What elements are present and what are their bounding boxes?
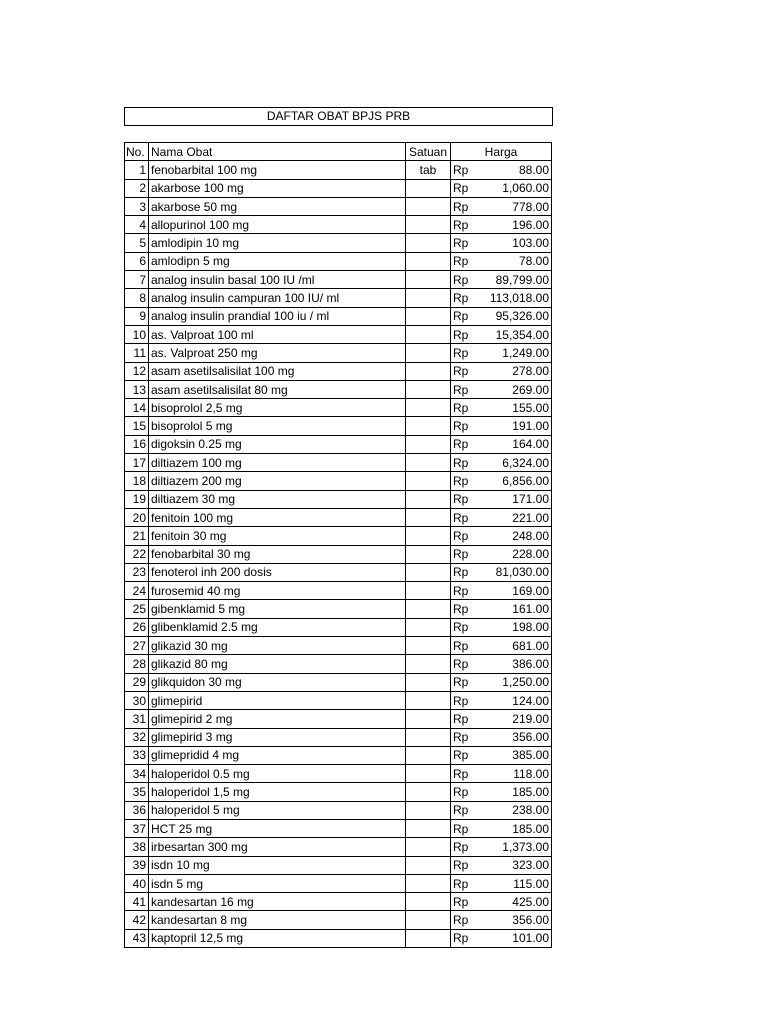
currency-cell: Rp: [451, 435, 477, 453]
table-row: [125, 911, 552, 929]
currency-cell: Rp: [451, 216, 477, 234]
table-row: [125, 435, 552, 453]
table-row: [125, 399, 552, 417]
table-row: [125, 582, 552, 600]
row-number: 6: [125, 252, 149, 270]
price-cell: 185.00: [477, 819, 552, 837]
drug-name: bisoprolol 5 mg: [149, 417, 406, 435]
price-cell: 425.00: [477, 893, 552, 911]
table-row: [125, 929, 552, 947]
drug-name: analog insulin campuran 100 IU/ ml: [149, 289, 406, 307]
table-row: [125, 508, 552, 526]
row-number: 17: [125, 454, 149, 472]
drug-name: haloperidol 1,5 mg: [149, 783, 406, 801]
drug-name: as. Valproat 100 ml: [149, 325, 406, 343]
table-row: [125, 856, 552, 874]
row-number: 9: [125, 307, 149, 325]
drug-name: fenobarbital 30 mg: [149, 545, 406, 563]
row-number: 19: [125, 490, 149, 508]
row-number: 25: [125, 600, 149, 618]
currency-cell: Rp: [451, 600, 477, 618]
drug-name: analog insulin basal 100 IU /ml: [149, 271, 406, 289]
currency-cell: Rp: [451, 545, 477, 563]
drug-name: fenoterol inh 200 dosis: [149, 563, 406, 581]
sheet-title: DAFTAR OBAT BPJS PRB: [124, 107, 553, 126]
unit-cell: [406, 783, 451, 801]
unit-cell: [406, 271, 451, 289]
row-number: 14: [125, 399, 149, 417]
unit-cell: [406, 380, 451, 398]
price-cell: 103.00: [477, 234, 552, 252]
unit-cell: [406, 600, 451, 618]
currency-cell: Rp: [451, 325, 477, 343]
table-row: [125, 234, 552, 252]
table-body: [125, 161, 552, 948]
table-header-row: [125, 143, 552, 161]
row-number: 10: [125, 325, 149, 343]
table-row: [125, 728, 552, 746]
price-cell: 248.00: [477, 527, 552, 545]
currency-cell: Rp: [451, 746, 477, 764]
table-row: [125, 490, 552, 508]
currency-cell: Rp: [451, 563, 477, 581]
drug-name: gibenklamid 5 mg: [149, 600, 406, 618]
table-row: [125, 380, 552, 398]
price-cell: 161.00: [477, 600, 552, 618]
row-number: 21: [125, 527, 149, 545]
price-cell: 238.00: [477, 801, 552, 819]
currency-cell: Rp: [451, 527, 477, 545]
drug-name: asam asetilsalisilat 80 mg: [149, 380, 406, 398]
currency-cell: Rp: [451, 618, 477, 636]
unit-cell: [406, 362, 451, 380]
table-row: [125, 893, 552, 911]
unit-cell: [406, 838, 451, 856]
price-cell: 278.00: [477, 362, 552, 380]
row-number: 13: [125, 380, 149, 398]
drug-name: haloperidol 5 mg: [149, 801, 406, 819]
table-row: [125, 454, 552, 472]
unit-cell: [406, 234, 451, 252]
table-row: [125, 673, 552, 691]
unit-cell: [406, 856, 451, 874]
price-cell: 356.00: [477, 728, 552, 746]
table-row: [125, 307, 552, 325]
table-row: [125, 710, 552, 728]
drug-name: bisoprolol 2,5 mg: [149, 399, 406, 417]
currency-cell: Rp: [451, 856, 477, 874]
price-cell: 88.00: [477, 161, 552, 179]
drug-name: glikazid 80 mg: [149, 655, 406, 673]
price-cell: 169.00: [477, 582, 552, 600]
row-number: 41: [125, 893, 149, 911]
row-number: 4: [125, 216, 149, 234]
unit-cell: [406, 582, 451, 600]
price-cell: 191.00: [477, 417, 552, 435]
drug-name: kaptopril 12,5 mg: [149, 929, 406, 947]
currency-cell: Rp: [451, 929, 477, 947]
currency-cell: Rp: [451, 362, 477, 380]
row-number: 27: [125, 637, 149, 655]
drug-name: glimepridid 4 mg: [149, 746, 406, 764]
table-row: [125, 325, 552, 343]
currency-cell: Rp: [451, 234, 477, 252]
drug-name: akarbose 100 mg: [149, 179, 406, 197]
unit-cell: [406, 490, 451, 508]
row-number: 33: [125, 746, 149, 764]
row-number: 15: [125, 417, 149, 435]
currency-cell: Rp: [451, 197, 477, 215]
drug-name: akarbose 50 mg: [149, 197, 406, 215]
row-number: 22: [125, 545, 149, 563]
price-cell: 681.00: [477, 637, 552, 655]
currency-cell: Rp: [451, 454, 477, 472]
price-cell: 269.00: [477, 380, 552, 398]
unit-cell: [406, 637, 451, 655]
header-price: Harga: [451, 143, 552, 161]
price-cell: 778.00: [477, 197, 552, 215]
row-number: 36: [125, 801, 149, 819]
unit-cell: [406, 673, 451, 691]
unit-cell: [406, 765, 451, 783]
currency-cell: Rp: [451, 691, 477, 709]
currency-cell: Rp: [451, 801, 477, 819]
drug-name: digoksin 0.25 mg: [149, 435, 406, 453]
row-number: 43: [125, 929, 149, 947]
currency-cell: Rp: [451, 490, 477, 508]
drug-name: amlodipin 10 mg: [149, 234, 406, 252]
row-number: 31: [125, 710, 149, 728]
currency-cell: Rp: [451, 582, 477, 600]
price-cell: 124.00: [477, 691, 552, 709]
currency-cell: Rp: [451, 637, 477, 655]
unit-cell: [406, 691, 451, 709]
drug-name: glimepirid: [149, 691, 406, 709]
table-row: [125, 472, 552, 490]
table-row: [125, 179, 552, 197]
row-number: 1: [125, 161, 149, 179]
price-cell: 78.00: [477, 252, 552, 270]
currency-cell: Rp: [451, 819, 477, 837]
header-no: No.: [125, 143, 149, 161]
header-name: Nama Obat: [149, 143, 406, 161]
unit-cell: [406, 307, 451, 325]
drug-name: diltiazem 30 mg: [149, 490, 406, 508]
unit-cell: [406, 344, 451, 362]
row-number: 30: [125, 691, 149, 709]
row-number: 8: [125, 289, 149, 307]
price-cell: 95,326.00: [477, 307, 552, 325]
drug-name: irbesartan 300 mg: [149, 838, 406, 856]
row-number: 12: [125, 362, 149, 380]
unit-cell: [406, 289, 451, 307]
row-number: 37: [125, 819, 149, 837]
drug-name: amlodipn 5 mg: [149, 252, 406, 270]
currency-cell: Rp: [451, 893, 477, 911]
currency-cell: Rp: [451, 508, 477, 526]
price-cell: 221.00: [477, 508, 552, 526]
unit-cell: [406, 197, 451, 215]
drug-name: as. Valproat 250 mg: [149, 344, 406, 362]
unit-cell: [406, 435, 451, 453]
price-cell: 118.00: [477, 765, 552, 783]
currency-cell: Rp: [451, 289, 477, 307]
drug-name: fenitoin 30 mg: [149, 527, 406, 545]
drug-name: analog insulin prandial 100 iu / ml: [149, 307, 406, 325]
table-row: [125, 838, 552, 856]
table-row: [125, 271, 552, 289]
currency-cell: Rp: [451, 911, 477, 929]
unit-cell: [406, 819, 451, 837]
unit-cell: [406, 746, 451, 764]
price-cell: 356.00: [477, 911, 552, 929]
currency-cell: Rp: [451, 252, 477, 270]
row-number: 32: [125, 728, 149, 746]
row-number: 40: [125, 874, 149, 892]
currency-cell: Rp: [451, 765, 477, 783]
price-cell: 219.00: [477, 710, 552, 728]
price-cell: 323.00: [477, 856, 552, 874]
price-cell: 185.00: [477, 783, 552, 801]
price-cell: 228.00: [477, 545, 552, 563]
drug-name: asam asetilsalisilat 100 mg: [149, 362, 406, 380]
table-row: [125, 216, 552, 234]
table-row: [125, 344, 552, 362]
drug-name: kandesartan 16 mg: [149, 893, 406, 911]
table-row: [125, 783, 552, 801]
table-row: [125, 527, 552, 545]
table-row: [125, 637, 552, 655]
price-cell: 1,249.00: [477, 344, 552, 362]
price-cell: 155.00: [477, 399, 552, 417]
table-row: [125, 819, 552, 837]
row-number: 38: [125, 838, 149, 856]
drug-name: HCT 25 mg: [149, 819, 406, 837]
currency-cell: Rp: [451, 307, 477, 325]
price-cell: 164.00: [477, 435, 552, 453]
table-row: [125, 600, 552, 618]
unit-cell: [406, 508, 451, 526]
drug-name: isdn 5 mg: [149, 874, 406, 892]
table-row: [125, 545, 552, 563]
currency-cell: Rp: [451, 783, 477, 801]
unit-cell: [406, 454, 451, 472]
unit-cell: [406, 563, 451, 581]
table-row: [125, 289, 552, 307]
row-number: 5: [125, 234, 149, 252]
table-row: [125, 161, 552, 179]
drug-name: isdn 10 mg: [149, 856, 406, 874]
row-number: 20: [125, 508, 149, 526]
currency-cell: Rp: [451, 380, 477, 398]
unit-cell: [406, 325, 451, 343]
currency-cell: Rp: [451, 179, 477, 197]
table-row: [125, 874, 552, 892]
price-cell: 113,018.00: [477, 289, 552, 307]
row-number: 26: [125, 618, 149, 636]
unit-cell: [406, 618, 451, 636]
drug-name: glikquidon 30 mg: [149, 673, 406, 691]
row-number: 18: [125, 472, 149, 490]
currency-cell: Rp: [451, 161, 477, 179]
unit-cell: [406, 179, 451, 197]
table-row: [125, 417, 552, 435]
unit-cell: [406, 801, 451, 819]
drug-price-table: [124, 142, 552, 948]
price-cell: 171.00: [477, 490, 552, 508]
unit-cell: [406, 417, 451, 435]
drug-name: glibenklamid 2.5 mg: [149, 618, 406, 636]
row-number: 7: [125, 271, 149, 289]
unit-cell: [406, 545, 451, 563]
table-row: [125, 362, 552, 380]
currency-cell: Rp: [451, 417, 477, 435]
price-cell: 385.00: [477, 746, 552, 764]
unit-cell: [406, 216, 451, 234]
table-row: [125, 197, 552, 215]
row-number: 28: [125, 655, 149, 673]
row-number: 34: [125, 765, 149, 783]
currency-cell: Rp: [451, 271, 477, 289]
row-number: 35: [125, 783, 149, 801]
unit-cell: [406, 911, 451, 929]
unit-cell: [406, 472, 451, 490]
row-number: 16: [125, 435, 149, 453]
unit-cell: [406, 710, 451, 728]
unit-cell: [406, 399, 451, 417]
table-row: [125, 563, 552, 581]
drug-name: haloperidol 0.5 mg: [149, 765, 406, 783]
price-cell: 1,250.00: [477, 673, 552, 691]
unit-cell: [406, 728, 451, 746]
currency-cell: Rp: [451, 728, 477, 746]
table-row: [125, 765, 552, 783]
table-row: [125, 801, 552, 819]
currency-cell: Rp: [451, 673, 477, 691]
drug-name: glimepirid 3 mg: [149, 728, 406, 746]
price-cell: 101.00: [477, 929, 552, 947]
price-cell: 196.00: [477, 216, 552, 234]
currency-cell: Rp: [451, 344, 477, 362]
unit-cell: [406, 874, 451, 892]
price-cell: 89,799.00: [477, 271, 552, 289]
currency-cell: Rp: [451, 399, 477, 417]
drug-name: diltiazem 200 mg: [149, 472, 406, 490]
unit-cell: tab: [406, 161, 451, 179]
drug-name: fenobarbital 100 mg: [149, 161, 406, 179]
price-cell: 386.00: [477, 655, 552, 673]
header-unit: Satuan: [406, 143, 451, 161]
table-row: [125, 252, 552, 270]
currency-cell: Rp: [451, 710, 477, 728]
price-cell: 1,060.00: [477, 179, 552, 197]
drug-name: allopurinol 100 mg: [149, 216, 406, 234]
unit-cell: [406, 929, 451, 947]
price-cell: 15,354.00: [477, 325, 552, 343]
table-row: [125, 691, 552, 709]
currency-cell: Rp: [451, 838, 477, 856]
unit-cell: [406, 527, 451, 545]
drug-name: kandesartan 8 mg: [149, 911, 406, 929]
row-number: 42: [125, 911, 149, 929]
unit-cell: [406, 655, 451, 673]
currency-cell: Rp: [451, 472, 477, 490]
drug-name: fenitoin 100 mg: [149, 508, 406, 526]
row-number: 23: [125, 563, 149, 581]
table-row: [125, 655, 552, 673]
price-cell: 115.00: [477, 874, 552, 892]
drug-name: furosemid 40 mg: [149, 582, 406, 600]
drug-name: glimepirid 2 mg: [149, 710, 406, 728]
currency-cell: Rp: [451, 655, 477, 673]
row-number: 3: [125, 197, 149, 215]
drug-name: glikazid 30 mg: [149, 637, 406, 655]
table-row: [125, 746, 552, 764]
price-cell: 6,324.00: [477, 454, 552, 472]
unit-cell: [406, 893, 451, 911]
drug-name: diltiazem 100 mg: [149, 454, 406, 472]
row-number: 24: [125, 582, 149, 600]
table-row: [125, 618, 552, 636]
price-cell: 81,030.00: [477, 563, 552, 581]
currency-cell: Rp: [451, 874, 477, 892]
price-cell: 6,856.00: [477, 472, 552, 490]
row-number: 2: [125, 179, 149, 197]
row-number: 29: [125, 673, 149, 691]
row-number: 39: [125, 856, 149, 874]
price-cell: 198.00: [477, 618, 552, 636]
price-cell: 1,373.00: [477, 838, 552, 856]
unit-cell: [406, 252, 451, 270]
row-number: 11: [125, 344, 149, 362]
